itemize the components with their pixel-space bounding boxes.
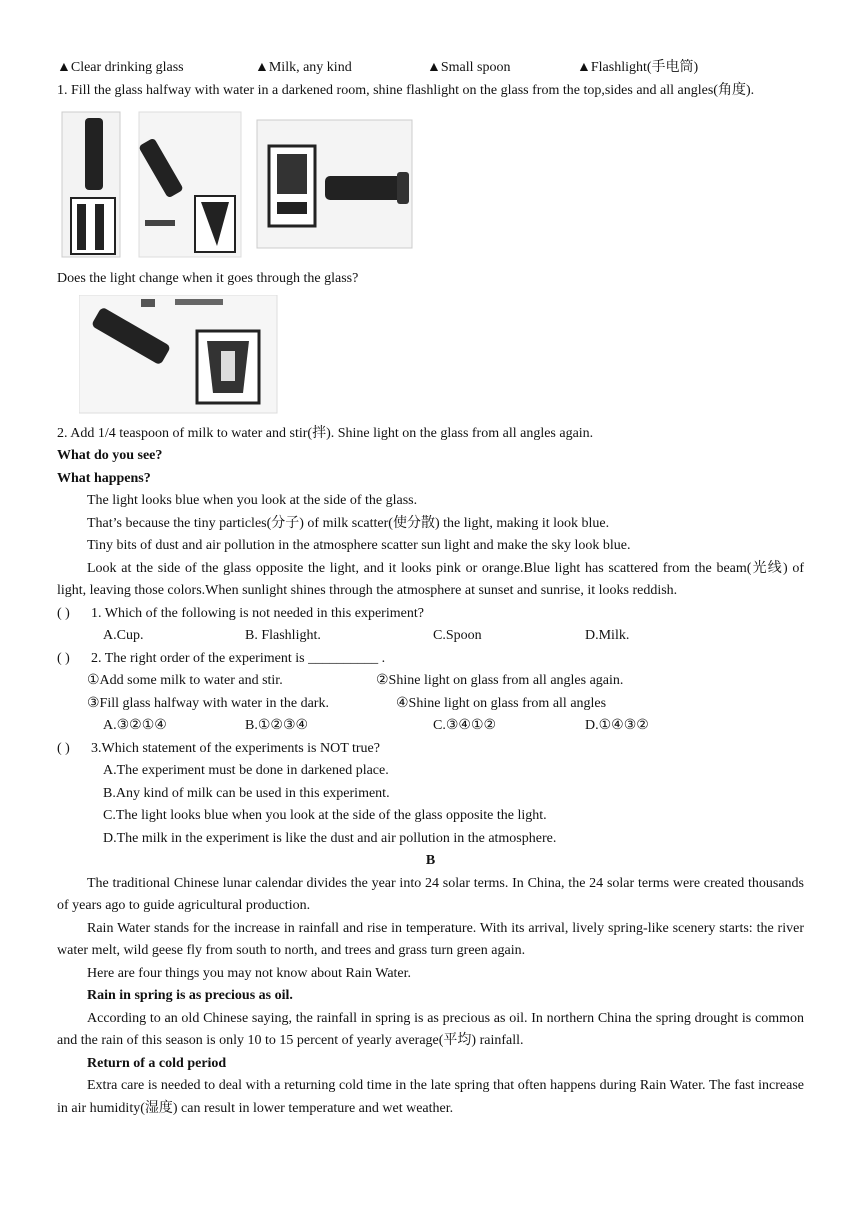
q1-option-d[interactable]: D.Milk. <box>585 628 630 643</box>
para-rain-oil: According to an old Chinese saying, the rainfall in spring is as precious as oil. In northern China the spring drought is common and the rain of this season is only 10 to 15 percent of yearly average(平均) rainfall. <box>57 1010 804 1048</box>
para-cold-period: Extra care is needed to deal with a returning cold time in the late spring that often happens during Rain Water. The fast increase in air humidity(湿度) can result in lower temperature and wet weather. <box>57 1078 804 1116</box>
heading-what-happens: What happens? <box>57 470 151 486</box>
question-3 <box>57 738 804 761</box>
experiment-photo-1 <box>57 110 427 260</box>
question-2-steps-row-2 <box>57 693 804 716</box>
explain-4: Look at the side of the glass opposite the light, and it looks pink or orange.Blue light has scattered from the beam(光线) of light, leaving those colors.When sunlight shines through the atmosphere at sunset and sunrise, it looks reddish. <box>57 560 804 598</box>
q2-step-1: ①Add some milk to water and stir. <box>87 673 283 688</box>
q2-option-d[interactable]: D.①④③② <box>585 718 649 733</box>
document-page <box>57 57 804 1120</box>
q2-option-b[interactable]: B.①②③④ <box>245 718 309 733</box>
question-2-steps-row-1 <box>57 670 804 693</box>
passage-b-para-3: Here are four things you may not know about Rain Water. <box>87 965 412 981</box>
q3-option-c[interactable]: C.The light looks blue when you look at the side of the glass opposite the light. <box>103 808 547 823</box>
q2-step-4: ④Shine light on glass from all angles <box>396 695 607 711</box>
heading-what-see: What do you see? <box>57 448 163 463</box>
q2-option-a[interactable]: A.③②①④ <box>103 718 167 733</box>
q1-option-a[interactable]: A.Cup. <box>103 628 144 643</box>
flashlight-shape <box>85 118 103 190</box>
question-1-options <box>57 625 804 648</box>
question-2-text: 2. The right order of the experiment is __________ . <box>91 650 386 666</box>
step1-text: 1. Fill the glass halfway with water in a darkened room, shine flashlight on the glass from the top,sides and all angles(角度). <box>57 82 755 98</box>
q3-option-b[interactable]: B.Any kind of milk can be used in this experiment. <box>103 785 390 801</box>
passage-b-para-2: Rain Water stands for the increase in rainfall and rise in temperature. With its arrival, lively spring-like scenery starts: the river water melt, wild geese fly from south to north, and trees and grass turn green again. <box>57 920 804 958</box>
section-b-title: B <box>425 853 436 868</box>
q2-step-3: ③Fill glass halfway with water in the dark. <box>87 695 329 711</box>
material-spoon: ▲Small spoon <box>427 60 511 75</box>
q1-option-c[interactable]: C.Spoon <box>433 628 482 643</box>
question-1-text: 1. Which of the following is not needed in this experiment? <box>91 605 424 621</box>
question-3-text: 3.Which statement of the experiments is NOT true? <box>91 740 380 756</box>
material-glass: ▲Clear drinking glass <box>57 60 184 75</box>
heading-rain-oil: Rain in spring is as precious as oil. <box>87 988 293 1003</box>
answer-blank-1[interactable]: ( ) <box>57 605 70 621</box>
material-flashlight: ▲Flashlight(手电筒) <box>577 60 699 75</box>
answer-blank-2[interactable]: ( ) <box>57 650 70 666</box>
material-milk: ▲Milk, any kind <box>255 60 352 75</box>
q3-option-d[interactable]: D.The milk in the experiment is like the dust and air pollution in the atmosphere. <box>103 830 557 846</box>
experiment-photo-2 <box>79 295 279 415</box>
materials-list <box>57 57 804 80</box>
answer-blank-3[interactable]: ( ) <box>57 740 70 756</box>
step2-text: 2. Add 1/4 teaspoon of milk to water and stir(拌). Shine light on the glass from all angles again. <box>57 425 594 441</box>
q2-option-c[interactable]: C.③④①② <box>433 718 497 733</box>
explain-2: That’s because the tiny particles(分子) of milk scatter(使分散) the light, making it look blue. <box>87 515 610 531</box>
question-1 <box>57 603 804 626</box>
question-light-change: Does the light change when it goes through the glass? <box>57 271 359 286</box>
heading-cold-period: Return of a cold period <box>87 1055 227 1071</box>
q1-option-b[interactable]: B. Flashlight. <box>245 628 321 643</box>
q2-step-2: ②Shine light on glass from all angles again. <box>376 673 624 688</box>
explain-3: Tiny bits of dust and air pollution in the atmosphere scatter sun light and make the sky look blue. <box>87 538 631 553</box>
explain-1: The light looks blue when you look at the side of the glass. <box>87 493 418 508</box>
passage-b-para-1: The traditional Chinese lunar calendar divides the year into 24 solar terms. In China, the 24 solar terms were created thousands of years ago to guide agricultural production. <box>57 875 804 913</box>
question-2-options <box>57 715 804 738</box>
q3-option-a[interactable]: A.The experiment must be done in darkened place. <box>103 763 389 778</box>
question-2 <box>57 648 804 671</box>
